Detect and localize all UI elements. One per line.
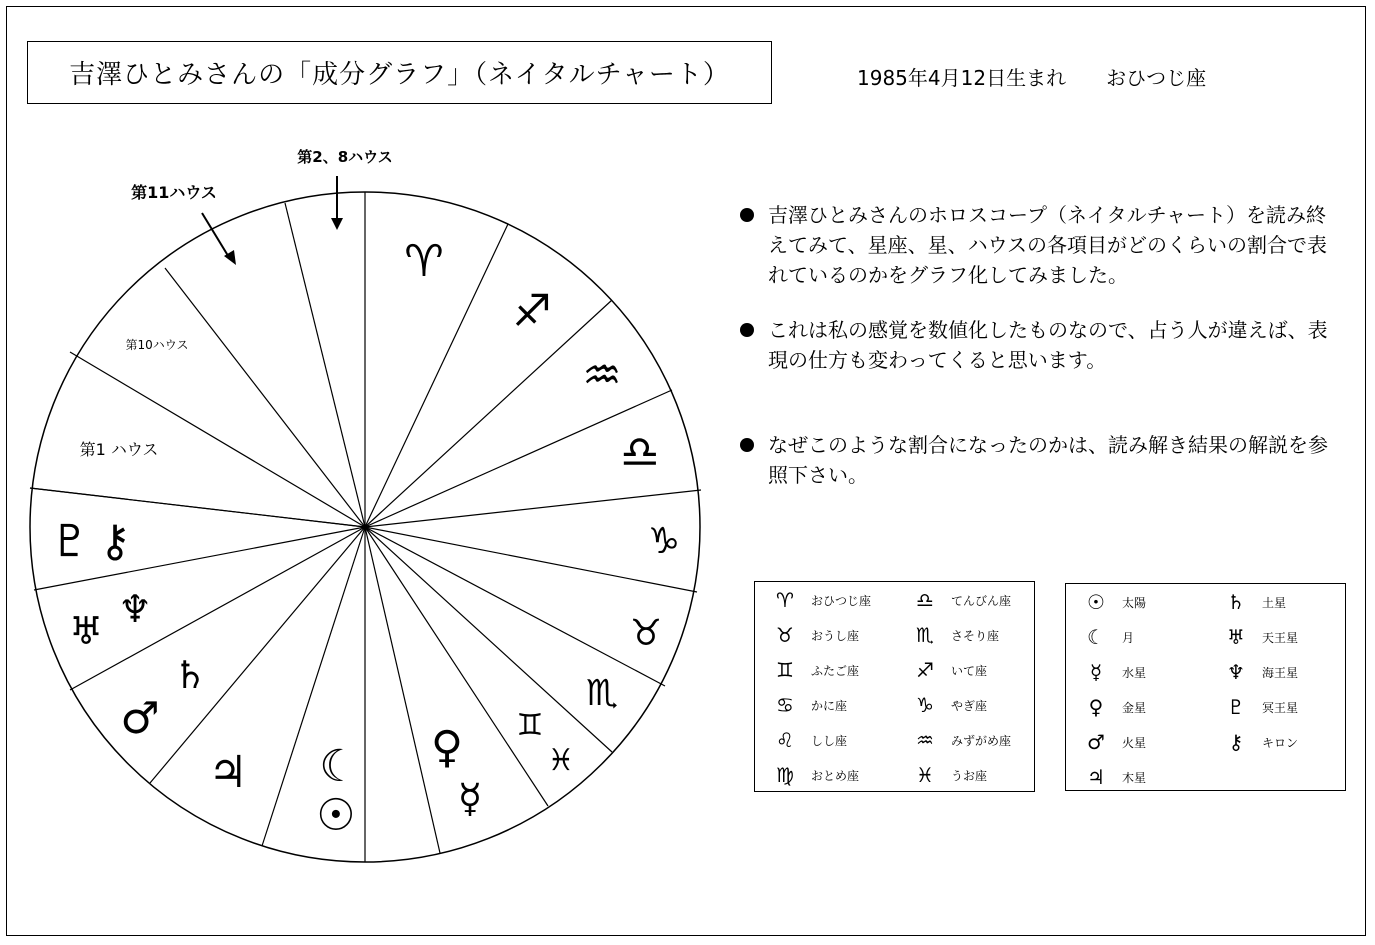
legend-signs xyxy=(754,581,1035,792)
legend-item xyxy=(765,763,859,787)
virgo-icon: ♍ xyxy=(776,763,794,787)
legend-label: 土星 xyxy=(1262,595,1287,610)
birth-info: 1985年4月12日生まれ おひつじ座 xyxy=(857,66,1207,90)
leo-icon: ♌ xyxy=(776,728,794,752)
jupiter-symbol: ♃ xyxy=(208,747,248,798)
taurus-icon: ♉ xyxy=(776,623,794,647)
chiron-icon: ⚷ xyxy=(1228,730,1244,754)
gemini-icon: ♊ xyxy=(776,658,794,682)
mars-symbol: ♂ xyxy=(120,693,160,744)
legend-label: 天王星 xyxy=(1262,630,1299,645)
scorpio-symbol: ♏ xyxy=(585,673,619,714)
house-label-2-8: 第2、8ハウス xyxy=(297,148,393,166)
pluto-symbol: ♇ xyxy=(50,516,90,567)
legend-item xyxy=(765,728,847,752)
legend-item xyxy=(905,658,987,682)
venus-symbol: ♀ xyxy=(430,722,464,773)
legend-item xyxy=(765,693,847,717)
pluto-icon: ♇ xyxy=(1227,695,1245,719)
legend-label: ふたご座 xyxy=(811,663,860,678)
wheel-spoke xyxy=(165,268,365,527)
legend-item xyxy=(1076,765,1146,789)
legend-item xyxy=(765,658,859,682)
legend-item xyxy=(905,693,987,717)
bullet-icon xyxy=(740,438,754,452)
legend-label: やぎ座 xyxy=(951,698,988,713)
legend-label: かに座 xyxy=(811,698,848,713)
aquarius-symbol: ♒ xyxy=(582,350,622,401)
aries-symbol: ♈ xyxy=(404,236,444,287)
legend-label: 冥王星 xyxy=(1262,700,1299,715)
legend-label: みずがめ座 xyxy=(951,733,1012,748)
legend-label: うお座 xyxy=(951,768,988,783)
legend-item xyxy=(1216,590,1286,614)
bullet-icon xyxy=(740,323,754,337)
legend-label: おうし座 xyxy=(811,628,860,643)
sun-symbol: ☉ xyxy=(316,790,356,841)
venus-icon: ♀ xyxy=(1088,695,1104,719)
aries-icon: ♈ xyxy=(776,588,794,612)
uranus-icon: ♅ xyxy=(1227,625,1245,649)
legend-item xyxy=(1216,625,1298,649)
legend-label: おひつじ座 xyxy=(811,593,872,608)
house-label-1: 第1 ハウス xyxy=(79,440,159,459)
legend-item xyxy=(765,588,871,612)
legend-planets xyxy=(1065,583,1346,791)
page-title: 吉澤ひとみさんの「成分グラフ」（ネイタルチャート） xyxy=(69,60,730,90)
legend-label: 火星 xyxy=(1122,735,1147,750)
bullet-icon xyxy=(740,208,754,222)
wheel-spoke xyxy=(365,300,612,527)
capricorn-symbol: ♑ xyxy=(647,521,681,562)
legend-item xyxy=(905,623,999,647)
moon-symbol: ☾ xyxy=(319,741,359,792)
note-text: 吉澤ひとみさんのホロスコープ（ネイタルチャート）を読み終えてみて、星座、星、ハウスの各項目がどのくらいの割合で表れているのかをグラフ化してみました。 xyxy=(768,203,1327,287)
legend-label: 金星 xyxy=(1122,700,1147,715)
scorpio-icon: ♏ xyxy=(916,623,934,647)
legend-label: 太陽 xyxy=(1122,595,1147,610)
aquarius-icon: ♒ xyxy=(916,728,934,752)
sagittarius-symbol: ♐ xyxy=(512,286,552,337)
legend-label: しし座 xyxy=(811,733,848,748)
legend-item xyxy=(1076,695,1146,719)
arrow-head-2-8 xyxy=(331,218,343,230)
legend-label: 月 xyxy=(1122,630,1135,645)
arrow-line-11 xyxy=(202,213,230,259)
legend-label: いて座 xyxy=(951,663,988,678)
legend-label: さそり座 xyxy=(951,628,1000,643)
sun-icon: ☉ xyxy=(1087,590,1105,614)
legend-item xyxy=(1216,730,1298,754)
legend-item xyxy=(765,623,859,647)
legend-label: てんびん座 xyxy=(951,593,1012,608)
legend-item xyxy=(905,763,987,787)
wheel-spoke xyxy=(365,527,612,752)
neptune-icon: ♆ xyxy=(1227,660,1245,684)
capricorn-icon: ♑ xyxy=(916,693,934,717)
neptune-symbol: ♆ xyxy=(117,587,153,631)
legend-item xyxy=(1076,660,1146,684)
note-text: これは私の感覚を数値化したものなので、占う人が違えば、表現の仕方も変わってくると思います。 xyxy=(768,318,1328,372)
sagittarius-icon: ♐ xyxy=(916,658,934,682)
libra-icon: ♎ xyxy=(916,588,934,612)
wheel-spoke xyxy=(365,527,440,853)
chiron-symbol: ⚷ xyxy=(98,516,132,567)
legend-label: おとめ座 xyxy=(811,768,860,783)
saturn-icon: ♄ xyxy=(1227,590,1245,614)
legend-label: 水星 xyxy=(1122,665,1147,680)
note-text: なぜこのような割合になったのかは、読み解き結果の解説を参照下さい。 xyxy=(768,433,1328,487)
legend-label: 木星 xyxy=(1122,770,1147,785)
libra-symbol: ♎ xyxy=(620,427,660,478)
wheel-spoke xyxy=(285,203,365,527)
house-label-10: 第10ハウス xyxy=(125,338,189,352)
legend-item xyxy=(905,588,1011,612)
legend-item xyxy=(1076,590,1146,614)
note-item xyxy=(740,200,1333,290)
legend-item xyxy=(1216,660,1298,684)
mercury-icon: ☿ xyxy=(1089,660,1103,684)
legend-item xyxy=(1076,730,1146,754)
mars-icon: ♂ xyxy=(1087,730,1105,754)
legend-label: 海王星 xyxy=(1262,665,1299,680)
saturn-symbol: ♄ xyxy=(172,653,208,697)
pisces-symbol: ♓ xyxy=(547,743,575,778)
legend-label: キロン xyxy=(1262,735,1299,750)
cancer-icon: ♋ xyxy=(776,693,794,717)
pisces-icon: ♓ xyxy=(916,763,934,787)
note-item xyxy=(740,430,1333,490)
legend-item xyxy=(905,728,1011,752)
wheel-spoke xyxy=(365,527,665,686)
mercury-symbol: ☿ xyxy=(457,776,483,822)
legend-item xyxy=(1216,695,1298,719)
moon-icon: ☾ xyxy=(1087,625,1105,649)
house-label-11: 第11ハウス xyxy=(131,183,217,202)
taurus-symbol: ♉ xyxy=(629,613,663,654)
uranus-symbol: ♅ xyxy=(68,609,104,653)
legend-item xyxy=(1076,625,1134,649)
gemini-symbol: ♊ xyxy=(516,708,544,743)
note-item xyxy=(740,315,1333,375)
jupiter-icon: ♃ xyxy=(1087,765,1105,789)
